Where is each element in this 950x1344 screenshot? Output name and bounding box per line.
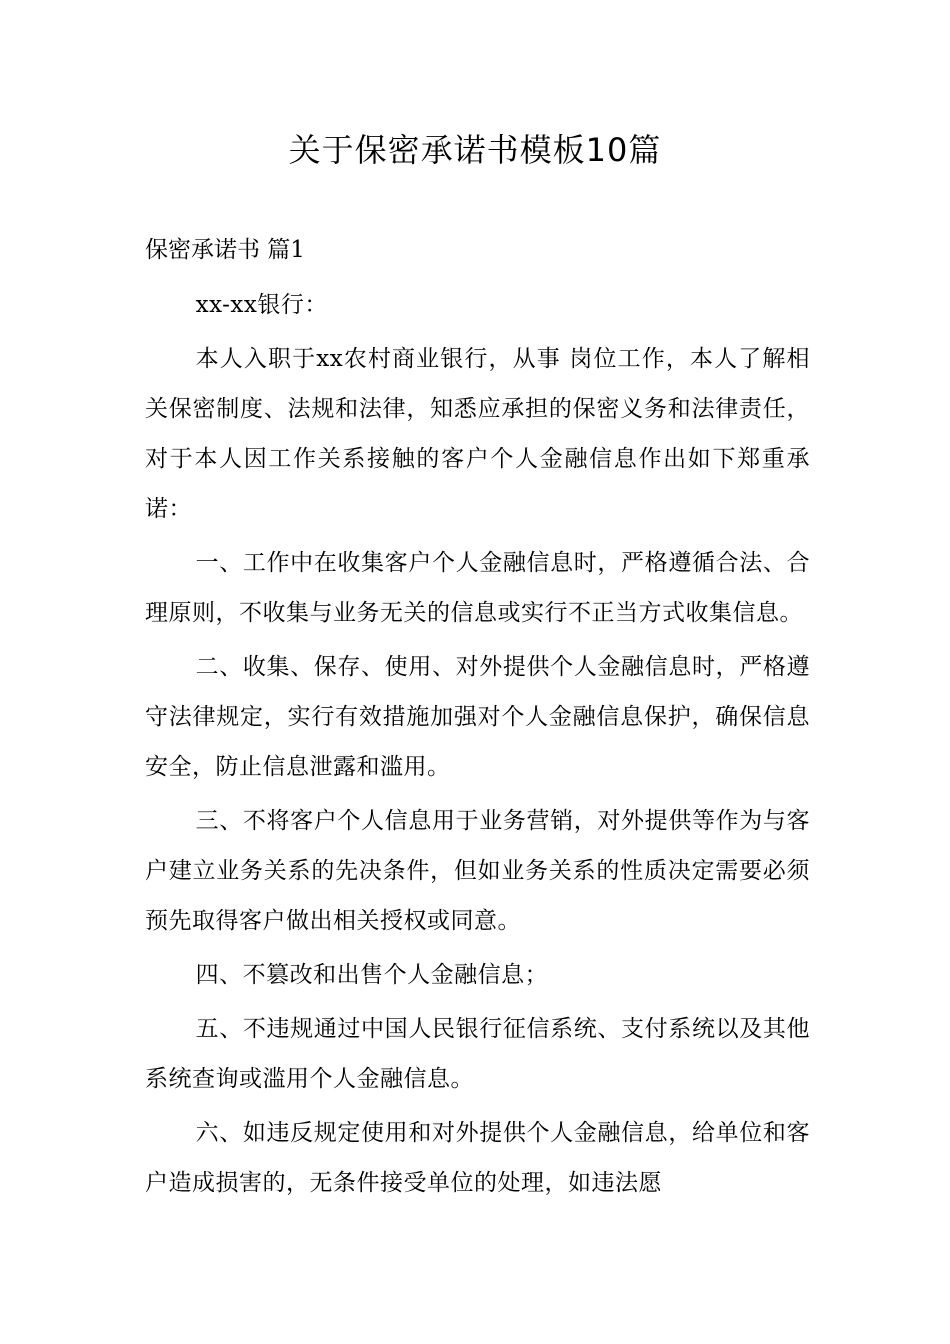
document-body — [145, 280, 810, 1212]
document-title: 关于保密承诺书模板10篇 — [288, 131, 662, 169]
clause-2: 二、收集、保存、使用、对外提供个人金融信息时，严格遵守法律规定，实行有效措施加强对个人金融信息保护，确保信息安全，防止信息泄露和滥用。 — [145, 654, 810, 780]
clause-5: 五、不违规通过中国人民银行征信系统、支付系统以及其他系统查询或滥用个人金融信息。 — [145, 1016, 810, 1092]
clause-1: 一、工作中在收集客户个人金融信息时，严格遵循合法、合理原则，不收集与业务无关的信息或实行不正当方式收集信息。 — [145, 550, 810, 626]
clause-4: 四、不篡改和出售个人金融信息； — [195, 962, 549, 988]
salutation: xx-xx银行： — [195, 292, 328, 318]
clause-6: 六、如违反规定使用和对外提供个人金融信息，给单位和客户造成损害的，无条件接受单位的处理，如违法愿 — [145, 1120, 810, 1196]
clause-3: 三、不将客户个人信息用于业务营销，对外提供等作为与客户建立业务关系的先决条件，但如业务关系的性质决定需要必须预先取得客户做出相关授权或同意。 — [145, 808, 810, 934]
section-heading: 保密承诺书 篇1 — [145, 237, 305, 263]
intro-paragraph: 本人入职于xx农村商业银行，从事 岗位工作，本人了解相关保密制度、法规和法律，知悉应承担的保密义务和法律责任，对于本人因工作关系接触的客户个人金融信息作出如下郑重承诺： — [145, 346, 810, 522]
